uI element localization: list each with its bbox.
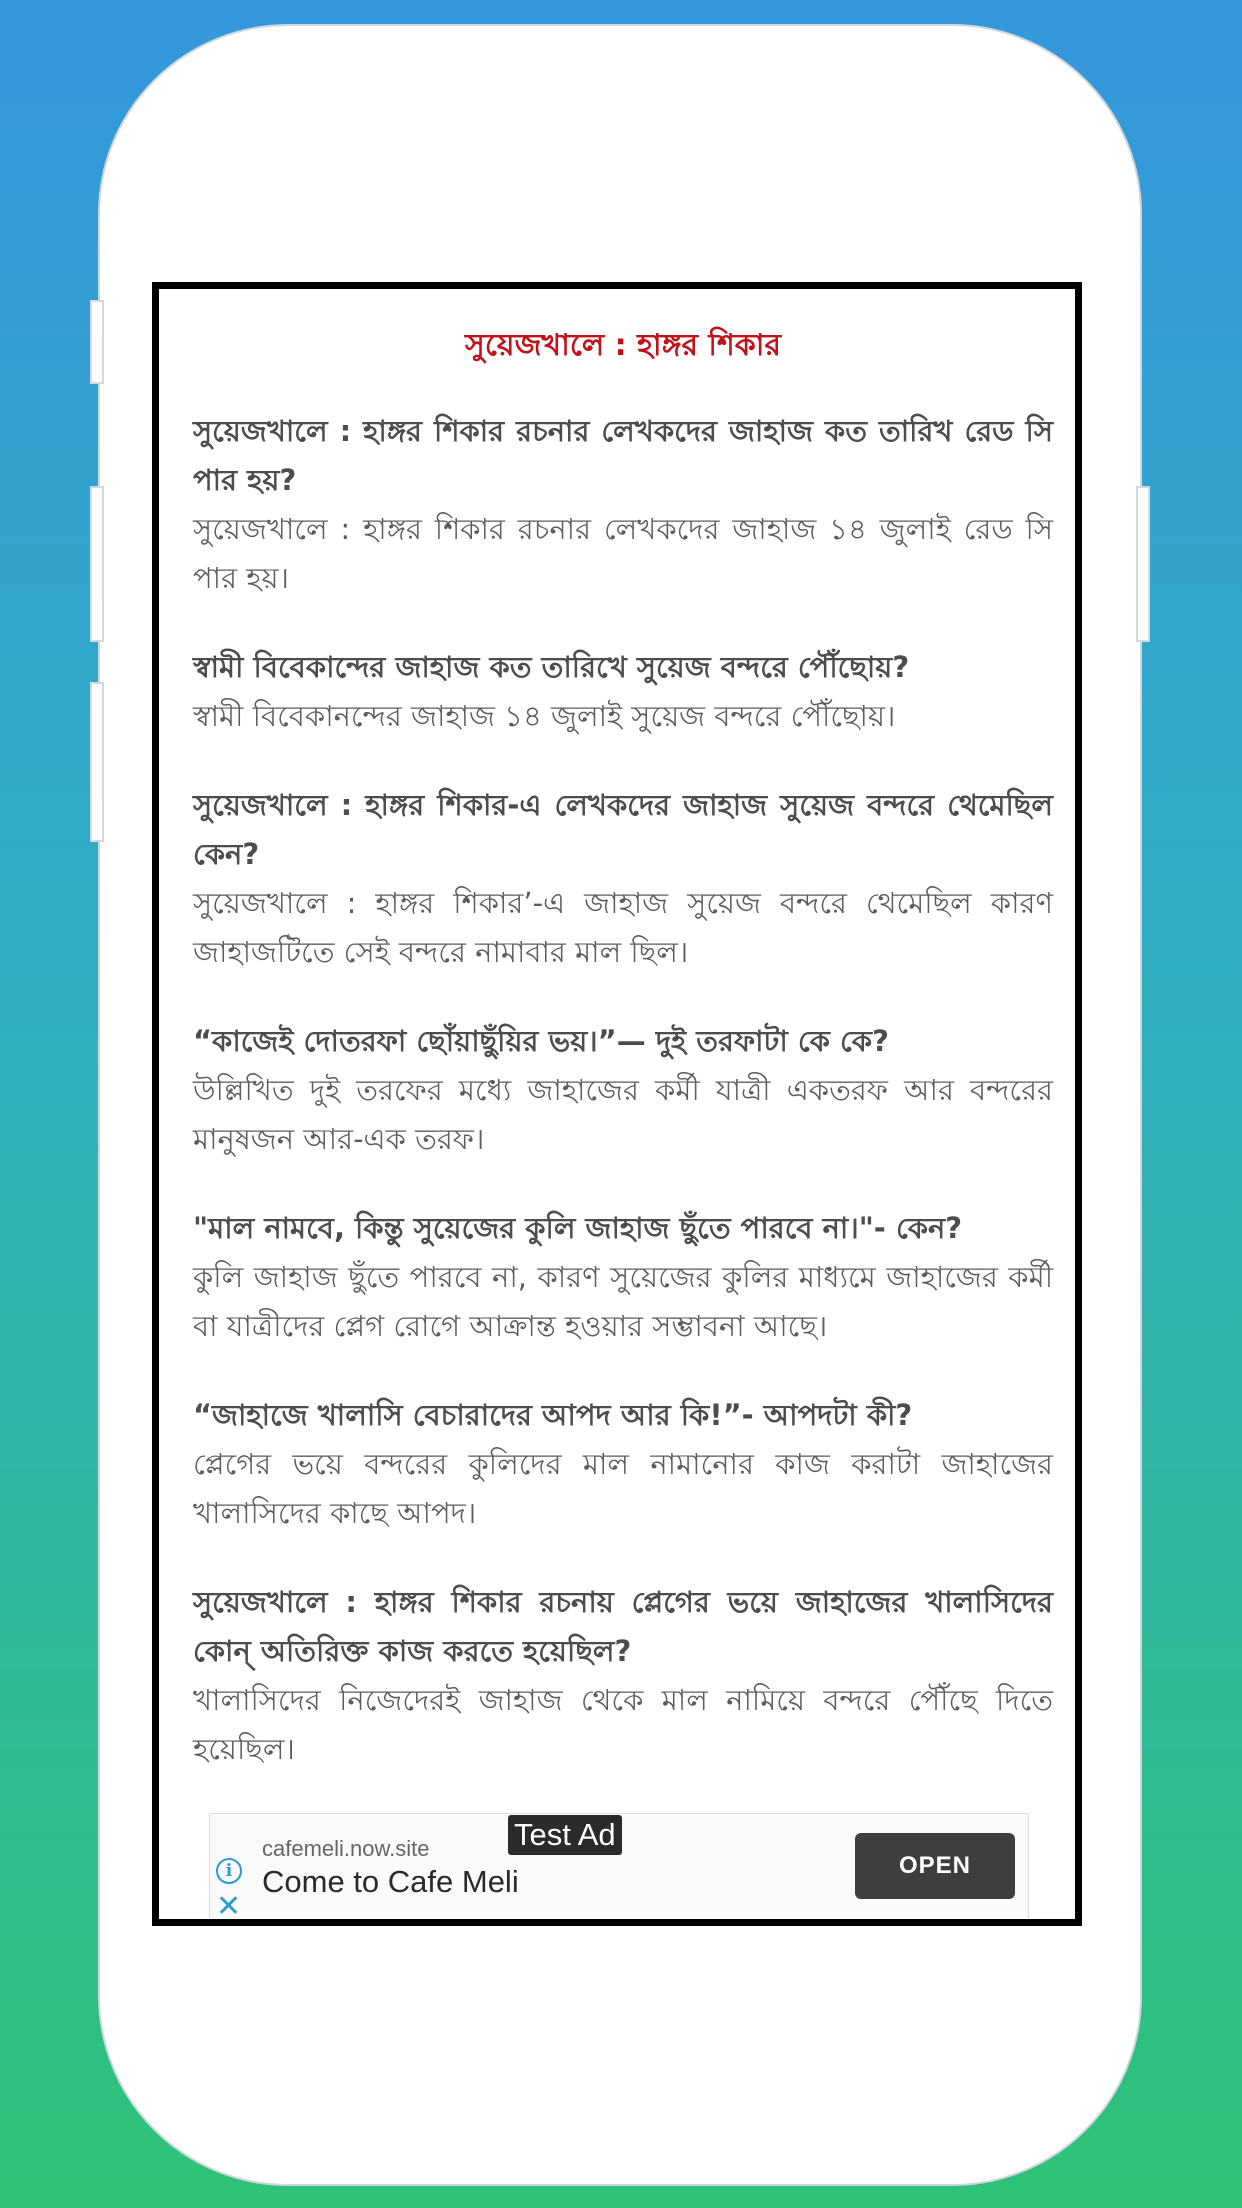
close-icon[interactable]: ✕	[216, 1889, 242, 1924]
answer-text: খালাসিদের নিজেদেরই জাহাজ থেকে মাল নামিয়ে বন্দরে পৌঁছে দিতে হয়েছিল।	[193, 1683, 1053, 1766]
phone-side-button-left-2	[90, 486, 104, 642]
answer-text: সুয়েজখালে : হাঙ্গর শিকার রচনার লেখকদের জাহাজ ১৪ জুলাই রেড সি পার হয়।	[193, 512, 1053, 595]
answer-text: কুলি জাহাজ ছুঁতে পারবে না, কারণ সুয়েজের কুলির মাধ্যমে জাহাজের কর্মী বা যাত্রীদের প্লেগ রোগে আক্রান্ত হওয়ার সম্ভাবনা আছে।	[193, 1260, 1053, 1343]
phone-side-button-right	[1136, 486, 1150, 642]
answer-text: সুয়েজখালে : হাঙ্গর শিকার’-এ জাহাজ সুয়েজ বন্দরে থেমেছিল কারণ জাহাজটিতে সেই বন্দরে নামাবার মাল ছিল।	[193, 886, 1053, 969]
article-title: সুয়েজখালে : হাঙ্গর শিকার	[465, 328, 781, 363]
qa-item	[193, 1204, 1053, 1351]
test-ad-label: Test Ad	[508, 1815, 622, 1855]
ad-open-button[interactable]: OPEN	[855, 1833, 1015, 1899]
phone-side-button-left-3	[90, 682, 104, 842]
qa-item	[193, 1391, 1053, 1538]
question-text: সুয়েজখালে : হাঙ্গর শিকার রচনার লেখকদের জাহাজ কত তারিখ রেড সি পার হয়?	[193, 414, 1053, 497]
question-text: স্বামী বিবেকান্দের জাহাজ কত তারিখে সুয়েজ বন্দরে পৌঁছোয়?	[193, 650, 910, 684]
app-screen	[152, 282, 1082, 1926]
qa-item	[193, 781, 1053, 977]
question-text: “জাহাজে খালাসি বেচারাদের আপদ আর কি!”- আপদটা কী?	[193, 1398, 913, 1432]
article-content	[193, 289, 1053, 1774]
qa-item	[193, 1017, 1053, 1164]
answer-text: স্বামী বিবেকানন্দের জাহাজ ১৪ জুলাই সুয়েজ বন্দরে পৌঁছোয়।	[193, 699, 896, 733]
ad-headline[interactable]: Come to Cafe Meli	[262, 1864, 519, 1899]
question-text: সুয়েজখালে : হাঙ্গর শিকার রচনায় প্লেগের ভয়ে জাহাজের খালাসিদের কোন্ অতিরিক্ত কাজ করতে হয়েছিল?	[193, 1585, 1053, 1668]
ad-domain: cafemeli.now.site	[262, 1836, 430, 1861]
qa-item	[193, 1578, 1053, 1774]
qa-item	[193, 643, 1053, 741]
qa-item	[193, 407, 1053, 603]
question-text: সুয়েজখালে : হাঙ্গর শিকার-এ লেখকদের জাহাজ সুয়েজ বন্দরে থেমেছিল কেন?	[193, 788, 1053, 871]
question-text: "মাল নামবে, কিন্তু সুয়েজের কুলি জাহাজ ছুঁতে পারবে না।"- কেন?	[193, 1211, 963, 1245]
answer-text: প্লেগের ভয়ে বন্দরের কুলিদের মাল নামানোর কাজ করাটা জাহাজের খালাসিদের কাছে আপদ।	[193, 1447, 1053, 1530]
answer-text: উল্লিখিত দুই তরফের মধ্যে জাহাজের কর্মী যাত্রী একতরফ আর বন্দরের মানুষজন আর-এক তরফ।	[193, 1073, 1053, 1156]
question-text: “কাজেই দোতরফা ছোঁয়াছুঁয়ির ভয়।”— দুই তরফাটা কে কে?	[193, 1024, 889, 1058]
info-icon[interactable]: i	[216, 1858, 242, 1884]
phone-side-button-left-1	[90, 300, 104, 384]
